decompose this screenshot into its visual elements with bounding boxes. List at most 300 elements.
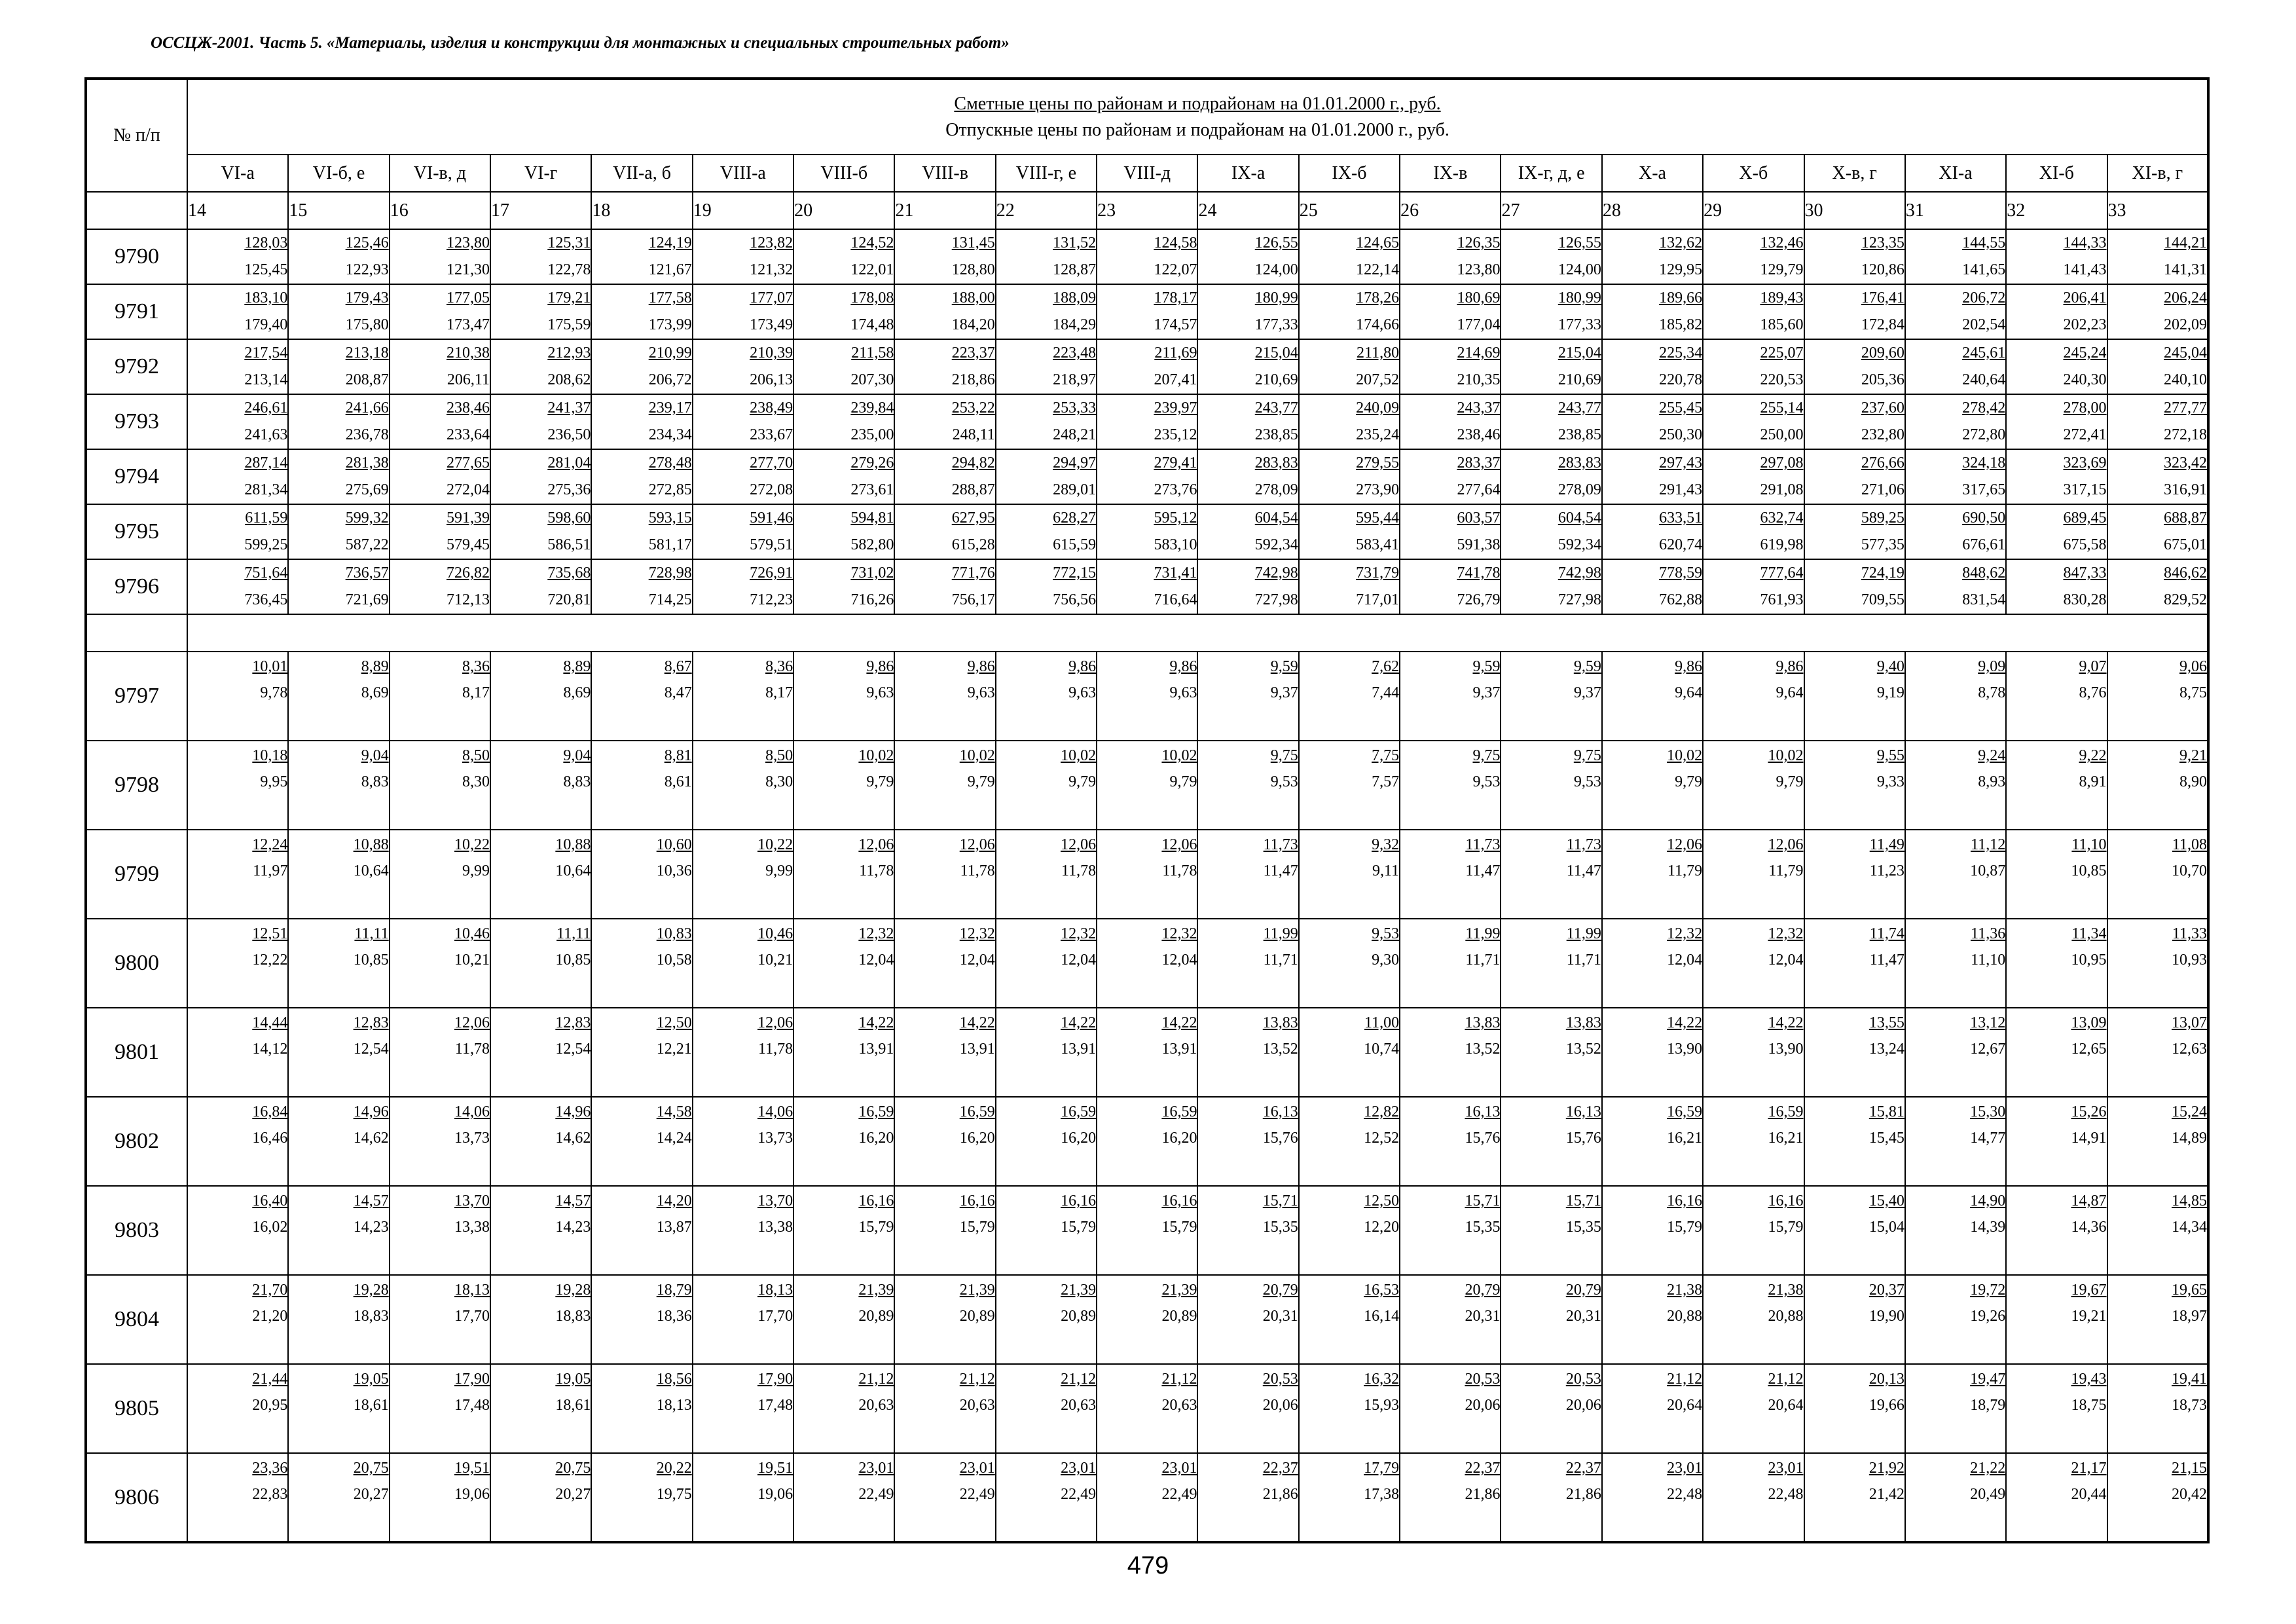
table-row	[86, 741, 2208, 830]
estimated-price: 21,44	[252, 1371, 288, 1388]
estimated-price: 21,12	[1768, 1371, 1804, 1388]
region-header: XI-а	[1905, 155, 2006, 192]
price-cell	[1299, 339, 1400, 394]
estimated-price: 17,79	[1364, 1460, 1400, 1477]
estimated-price: 21,15	[2172, 1460, 2208, 1477]
release-price: 756,17	[951, 591, 995, 608]
price-cell	[693, 504, 793, 559]
position-number: 9805	[86, 1364, 187, 1453]
column-number: 14	[187, 192, 288, 229]
release-price: 18,79	[1970, 1397, 2006, 1414]
release-price: 121,30	[446, 261, 490, 278]
price-cell	[996, 449, 1097, 504]
price-cell	[1905, 919, 2006, 1008]
estimated-price: 10,02	[1161, 747, 1197, 764]
release-price: 124,00	[1254, 261, 1298, 278]
release-price: 18,61	[555, 1397, 591, 1414]
estimated-price: 177,58	[648, 289, 692, 306]
release-price: 235,24	[1356, 426, 1400, 443]
price-cell	[2006, 652, 2107, 741]
price-cell	[1905, 229, 2006, 284]
price-cell	[288, 1008, 389, 1097]
release-price: 8,83	[361, 773, 389, 790]
estimated-price: 283,37	[1457, 454, 1501, 471]
price-cell	[1197, 1453, 1298, 1542]
price-cell	[1703, 559, 1804, 614]
price-cell	[1804, 559, 1905, 614]
price-cell	[894, 339, 995, 394]
column-number: 21	[894, 192, 995, 229]
estimated-price: 281,38	[345, 454, 389, 471]
release-price: 736,45	[244, 591, 288, 608]
release-price: 20,89	[1161, 1308, 1197, 1325]
price-cell	[1703, 449, 1804, 504]
release-price: 716,26	[850, 591, 894, 608]
release-prices-title: Отпускные цены по районам и подрайонам на 01.01.2000 г., руб.	[945, 119, 1449, 140]
price-cell	[996, 559, 1097, 614]
estimated-price: 11,73	[1263, 836, 1298, 853]
price-cell	[591, 1364, 692, 1453]
price-cell	[490, 652, 591, 741]
estimated-price: 10,46	[454, 925, 490, 942]
estimated-price: 278,48	[648, 454, 692, 471]
region-header: VIII-д	[1097, 155, 1197, 192]
price-cell	[1097, 284, 1197, 339]
price-cell	[288, 504, 389, 559]
release-price: 233,67	[750, 426, 793, 443]
estimated-price: 19,72	[1970, 1282, 2006, 1299]
price-cell	[591, 1275, 692, 1364]
estimated-price: 245,04	[2164, 344, 2208, 361]
region-header: VI-г	[490, 155, 591, 192]
price-cell	[1197, 1097, 1298, 1186]
price-cell	[187, 394, 288, 449]
release-price: 121,67	[648, 261, 692, 278]
price-cell	[693, 741, 793, 830]
price-cell	[1400, 229, 1501, 284]
release-price: 9,95	[260, 773, 288, 790]
release-price: 19,06	[757, 1486, 793, 1503]
estimated-price: 9,32	[1372, 836, 1400, 853]
release-price: 16,20	[1161, 1130, 1197, 1147]
release-price: 11,78	[960, 862, 995, 879]
price-cell	[1703, 830, 1804, 919]
release-price: 272,41	[2063, 426, 2107, 443]
release-price: 20,27	[555, 1486, 591, 1503]
table-row	[86, 449, 2208, 504]
column-number: 32	[2006, 192, 2107, 229]
release-price: 291,43	[1659, 481, 1703, 498]
price-cell	[1197, 284, 1298, 339]
estimated-price: 239,97	[1154, 399, 1197, 416]
price-cell	[390, 1275, 490, 1364]
price-cell	[1703, 1186, 1804, 1275]
estimated-price: 241,66	[345, 399, 389, 416]
column-number: 17	[490, 192, 591, 229]
release-price: 22,83	[252, 1486, 288, 1503]
release-price: 122,93	[345, 261, 389, 278]
estimated-price: 14,22	[959, 1014, 995, 1031]
estimated-price: 144,21	[2164, 234, 2208, 251]
estimated-price: 724,19	[1861, 564, 1904, 581]
estimated-price: 12,50	[1364, 1192, 1400, 1209]
estimated-price: 12,32	[1061, 925, 1097, 942]
price-cell	[1602, 559, 1703, 614]
estimated-price: 627,95	[951, 509, 995, 526]
release-price: 831,54	[1962, 591, 2006, 608]
estimated-price: 9,86	[1675, 658, 1703, 675]
release-price: 124,00	[1558, 261, 1601, 278]
release-price: 620,74	[1659, 536, 1703, 553]
release-price: 9,53	[1573, 773, 1601, 790]
release-price: 206,72	[648, 371, 692, 388]
release-price: 208,87	[345, 371, 389, 388]
estimated-price: 731,79	[1356, 564, 1400, 581]
release-price: 13,91	[959, 1041, 995, 1058]
release-price: 177,33	[1254, 316, 1298, 333]
price-cell	[894, 1364, 995, 1453]
estimated-price: 19,51	[757, 1460, 793, 1477]
estimated-price: 23,01	[1161, 1460, 1197, 1477]
price-cell	[2006, 830, 2107, 919]
price-cell	[793, 284, 894, 339]
price-cell	[1299, 830, 1400, 919]
release-price: 185,82	[1659, 316, 1703, 333]
estimated-price: 14,44	[252, 1014, 288, 1031]
price-cell	[187, 229, 288, 284]
release-price: 202,54	[1962, 316, 2006, 333]
release-price: 291,08	[1760, 481, 1804, 498]
release-price: 272,85	[648, 481, 692, 498]
column-number: 18	[591, 192, 692, 229]
estimated-price: 22,37	[1262, 1460, 1298, 1477]
release-price: 218,86	[951, 371, 995, 388]
release-price: 19,21	[2071, 1308, 2107, 1325]
price-cell	[1299, 449, 1400, 504]
estimated-price: 225,34	[1659, 344, 1703, 361]
release-price: 22,48	[1667, 1486, 1703, 1503]
estimated-price: 16,16	[1768, 1192, 1804, 1209]
price-cell	[1804, 1453, 1905, 1542]
estimated-price: 21,39	[1161, 1282, 1197, 1299]
release-price: 205,36	[1861, 371, 1904, 388]
estimated-price: 12,06	[757, 1014, 793, 1031]
release-price: 9,53	[1270, 773, 1298, 790]
release-price: 13,87	[656, 1219, 692, 1236]
estimated-price: 741,78	[1457, 564, 1501, 581]
release-price: 272,18	[2164, 426, 2208, 443]
estimated-price: 14,87	[2071, 1192, 2107, 1209]
release-price: 18,73	[2172, 1397, 2208, 1414]
estimated-price: 16,59	[1667, 1103, 1703, 1120]
estimated-price: 13,70	[454, 1192, 490, 1209]
estimated-price: 591,46	[750, 509, 793, 526]
estimated-price: 21,70	[252, 1282, 288, 1299]
release-price: 22,49	[1161, 1486, 1197, 1503]
estimated-price: 14,22	[1161, 1014, 1197, 1031]
release-price: 174,48	[850, 316, 894, 333]
release-price: 12,04	[858, 951, 894, 969]
release-price: 240,10	[2164, 371, 2208, 388]
estimated-price: 279,41	[1154, 454, 1197, 471]
price-cell	[1400, 652, 1501, 741]
estimated-price: 14,58	[656, 1103, 692, 1120]
release-price: 11,10	[1971, 951, 2006, 969]
estimated-price: 11,49	[1869, 836, 1904, 853]
region-header: VII-а, б	[591, 155, 692, 192]
estimated-price: 772,15	[1053, 564, 1097, 581]
estimated-price: 21,12	[1667, 1371, 1703, 1388]
estimated-price: 206,72	[1962, 289, 2006, 306]
estimated-price: 14,20	[656, 1192, 692, 1209]
estimated-price: 9,86	[1776, 658, 1804, 675]
price-cell	[996, 394, 1097, 449]
region-header: IX-б	[1299, 155, 1400, 192]
price-cell	[591, 394, 692, 449]
price-cell	[187, 1186, 288, 1275]
estimated-price: 14,22	[1768, 1014, 1804, 1031]
release-price: 720,81	[547, 591, 591, 608]
price-cell	[1197, 741, 1298, 830]
price-cell	[490, 1275, 591, 1364]
price-cell	[2006, 284, 2107, 339]
release-price: 278,09	[1558, 481, 1601, 498]
release-price: 20,63	[1161, 1397, 1197, 1414]
estimated-price: 11,11	[556, 925, 591, 942]
estimated-price: 123,35	[1861, 234, 1904, 251]
price-cell	[2006, 1008, 2107, 1097]
release-price: 10,93	[2172, 951, 2208, 969]
release-price: 233,64	[446, 426, 490, 443]
estimated-price: 777,64	[1760, 564, 1804, 581]
region-header: VI-а	[187, 155, 288, 192]
price-cell	[693, 394, 793, 449]
estimated-price: 23,01	[1667, 1460, 1703, 1477]
price-cell	[187, 504, 288, 559]
release-price: 18,36	[656, 1308, 692, 1325]
price-cell	[1299, 1008, 1400, 1097]
estimated-price: 277,77	[2164, 399, 2208, 416]
price-cell	[187, 1364, 288, 1453]
price-cell	[1197, 229, 1298, 284]
release-price: 20,31	[1465, 1308, 1501, 1325]
release-price: 20,95	[252, 1397, 288, 1414]
estimated-price: 132,46	[1760, 234, 1804, 251]
release-price: 14,23	[555, 1219, 591, 1236]
estimated-price: 23,01	[1768, 1460, 1804, 1477]
price-cell	[2006, 449, 2107, 504]
price-cell	[490, 504, 591, 559]
price-cell	[894, 284, 995, 339]
price-cell	[187, 339, 288, 394]
release-price: 15,04	[1868, 1219, 1904, 1236]
price-cell	[1097, 741, 1197, 830]
estimated-price: 9,06	[2179, 658, 2208, 675]
price-cell	[996, 504, 1097, 559]
price-cell	[1703, 1275, 1804, 1364]
price-cell	[2107, 1008, 2208, 1097]
release-price: 761,93	[1760, 591, 1804, 608]
release-price: 15,79	[1768, 1219, 1804, 1236]
release-price: 756,56	[1053, 591, 1097, 608]
estimated-price: 16,59	[1061, 1103, 1097, 1120]
price-cell	[1602, 339, 1703, 394]
release-price: 17,48	[757, 1397, 793, 1414]
estimated-price: 297,08	[1760, 454, 1804, 471]
estimated-price: 253,33	[1053, 399, 1097, 416]
release-price: 22,49	[959, 1486, 995, 1503]
release-price: 271,06	[1861, 481, 1904, 498]
release-price: 16,20	[1061, 1130, 1097, 1147]
estimated-price: 294,82	[951, 454, 995, 471]
release-price: 238,46	[1457, 426, 1501, 443]
release-price: 14,39	[1970, 1219, 2006, 1236]
price-cell	[490, 1186, 591, 1275]
release-price: 12,04	[1768, 951, 1804, 969]
estimated-price: 188,09	[1053, 289, 1097, 306]
price-cell	[1400, 830, 1501, 919]
release-price: 173,49	[750, 316, 793, 333]
estimated-price: 10,88	[555, 836, 591, 853]
price-cell	[1905, 1364, 2006, 1453]
price-cell	[1097, 559, 1197, 614]
estimated-price: 126,35	[1457, 234, 1501, 251]
estimated-price: 124,65	[1356, 234, 1400, 251]
price-cell	[1501, 830, 1601, 919]
price-cell	[793, 1186, 894, 1275]
price-cell	[1602, 394, 1703, 449]
release-price: 15,35	[1465, 1219, 1501, 1236]
release-price: 20,63	[858, 1397, 894, 1414]
colnum-spacer	[86, 192, 187, 229]
release-price: 10,64	[353, 862, 389, 879]
estimated-price: 239,17	[648, 399, 692, 416]
estimated-price: 214,69	[1457, 344, 1501, 361]
price-cell	[591, 741, 692, 830]
price-cell	[1299, 741, 1400, 830]
price-cell	[1400, 394, 1501, 449]
release-price: 10,85	[555, 951, 591, 969]
release-price: 8,91	[2079, 773, 2107, 790]
position-number: 9802	[86, 1097, 187, 1186]
release-price: 128,80	[951, 261, 995, 278]
price-cell	[2006, 919, 2107, 1008]
estimated-price: 21,12	[1061, 1371, 1097, 1388]
release-price: 830,28	[2063, 591, 2107, 608]
table-row	[86, 339, 2208, 394]
estimated-price: 14,96	[555, 1103, 591, 1120]
release-price: 675,58	[2063, 536, 2107, 553]
release-price: 234,34	[648, 426, 692, 443]
price-cell	[1097, 1453, 1197, 1542]
release-price: 8,75	[2179, 684, 2208, 701]
price-cell	[490, 1097, 591, 1186]
position-number-header: № п/п	[86, 79, 187, 192]
release-price: 16,14	[1364, 1308, 1400, 1325]
estimated-price: 237,60	[1861, 399, 1904, 416]
release-price: 9,64	[1776, 684, 1804, 701]
estimated-price: 12,83	[555, 1014, 591, 1031]
estimated-price: 16,40	[252, 1192, 288, 1209]
release-price: 275,36	[547, 481, 591, 498]
release-price: 21,86	[1465, 1486, 1501, 1503]
release-price: 579,51	[750, 536, 793, 553]
price-cell	[1602, 1364, 1703, 1453]
estimated-price: 241,37	[547, 399, 591, 416]
estimated-price: 124,58	[1154, 234, 1197, 251]
release-price: 13,73	[454, 1130, 490, 1147]
release-price: 206,11	[446, 371, 490, 388]
estimated-price: 611,59	[245, 509, 288, 526]
price-cell	[490, 1008, 591, 1097]
release-price: 13,38	[757, 1219, 793, 1236]
release-price: 9,79	[1776, 773, 1804, 790]
region-header: XI-в, г	[2107, 155, 2208, 192]
estimated-price: 180,99	[1558, 289, 1601, 306]
estimated-price: 21,39	[959, 1282, 995, 1299]
price-cell	[2107, 1275, 2208, 1364]
estimated-price: 279,26	[850, 454, 894, 471]
price-cell	[390, 1008, 490, 1097]
price-cell	[1703, 394, 1804, 449]
estimated-price: 9,55	[1876, 747, 1904, 764]
estimated-price: 728,98	[648, 564, 692, 581]
estimated-price: 23,36	[252, 1460, 288, 1477]
release-price: 122,78	[547, 261, 591, 278]
release-price: 17,70	[454, 1308, 490, 1325]
price-cell	[1501, 1275, 1601, 1364]
estimated-price: 8,89	[563, 658, 591, 675]
estimated-price: 14,96	[353, 1103, 389, 1120]
estimated-price: 735,68	[547, 564, 591, 581]
estimated-price: 225,07	[1760, 344, 1804, 361]
price-cell	[591, 339, 692, 394]
price-cell	[2107, 1364, 2208, 1453]
estimated-price: 245,24	[2063, 344, 2107, 361]
estimated-price: 176,41	[1861, 289, 1904, 306]
estimated-price: 12,06	[1667, 836, 1703, 853]
price-cell	[793, 449, 894, 504]
release-price: 12,67	[1970, 1041, 2006, 1058]
table-row	[86, 229, 2208, 284]
position-number: 9794	[86, 449, 187, 504]
price-cell	[288, 394, 389, 449]
estimated-price: 846,62	[2164, 564, 2208, 581]
release-price: 288,87	[951, 481, 995, 498]
price-cell	[693, 1275, 793, 1364]
estimated-price: 14,22	[1061, 1014, 1097, 1031]
estimated-price: 736,57	[345, 564, 389, 581]
estimated-price: 589,25	[1861, 509, 1904, 526]
estimated-price: 726,91	[750, 564, 793, 581]
estimated-price: 9,59	[1270, 658, 1298, 675]
release-price: 20,64	[1768, 1397, 1804, 1414]
estimated-price: 21,12	[858, 1371, 894, 1388]
position-number: 9797	[86, 652, 187, 741]
release-price: 10,64	[555, 862, 591, 879]
estimated-price: 283,83	[1558, 454, 1601, 471]
price-cell	[996, 1008, 1097, 1097]
position-number: 9795	[86, 504, 187, 559]
release-price: 14,77	[1970, 1130, 2006, 1147]
price-cell	[1905, 1453, 2006, 1542]
estimated-price: 13,70	[757, 1192, 793, 1209]
estimated-price: 21,22	[1970, 1460, 2006, 1477]
release-price: 712,13	[446, 591, 490, 608]
price-cell	[1501, 652, 1601, 741]
separator-cell	[86, 614, 187, 652]
price-cell	[793, 559, 894, 614]
